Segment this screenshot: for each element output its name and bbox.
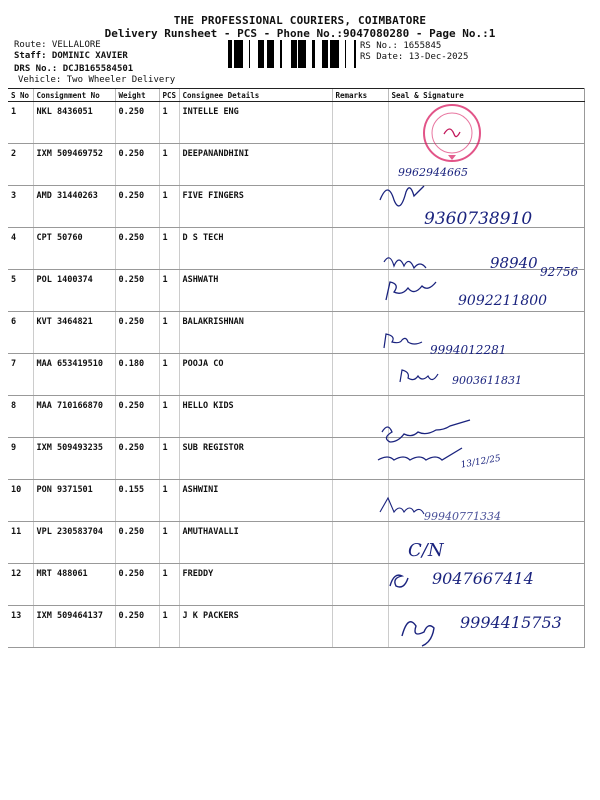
row-sno: 10 bbox=[8, 480, 33, 522]
barcode-bar bbox=[258, 40, 261, 68]
drs-label: DRS No.: DCJB165584501 bbox=[14, 64, 134, 74]
row-consignee: DEEPANANDHINI bbox=[179, 144, 332, 186]
barcode-bar bbox=[261, 40, 262, 68]
barcode-bar bbox=[238, 40, 240, 68]
col-weight: Weight bbox=[115, 89, 159, 102]
row-consignment-no: VPL 230583704 bbox=[33, 522, 115, 564]
barcode-bar bbox=[292, 40, 294, 68]
row-remarks bbox=[332, 186, 388, 228]
barcode-bar bbox=[304, 40, 306, 68]
row-weight: 0.250 bbox=[115, 270, 159, 312]
row-remarks bbox=[332, 396, 388, 438]
document-title: THE PROFESSIONAL COURIERS, COIMBATORE bbox=[173, 14, 427, 27]
table-row bbox=[8, 606, 584, 648]
row-seal-signature bbox=[388, 480, 584, 522]
row-weight: 0.250 bbox=[115, 144, 159, 186]
row-sno: 8 bbox=[8, 396, 33, 438]
row-remarks bbox=[332, 312, 388, 354]
row-consignment-no: MRT 488061 bbox=[33, 564, 115, 606]
row-consignee: FREDDY bbox=[179, 564, 332, 606]
row-pcs: 1 bbox=[159, 102, 179, 144]
col-remarks: Remarks bbox=[332, 89, 388, 102]
row-remarks bbox=[332, 354, 388, 396]
row-sno: 6 bbox=[8, 312, 33, 354]
barcode-bar bbox=[273, 40, 274, 68]
row-sno: 11 bbox=[8, 522, 33, 564]
handwritten-phone-row5a: 98940 bbox=[490, 254, 538, 272]
row-pcs: 1 bbox=[159, 522, 179, 564]
row-remarks bbox=[332, 564, 388, 606]
barcode-bar bbox=[231, 40, 232, 68]
row-sno: 1 bbox=[8, 102, 33, 144]
row-weight: 0.250 bbox=[115, 186, 159, 228]
row-consignment-no: POL 1400374 bbox=[33, 270, 115, 312]
row-sno: 4 bbox=[8, 228, 33, 270]
row-consignee: ASHWATH bbox=[179, 270, 332, 312]
table-row bbox=[8, 102, 584, 144]
row-remarks bbox=[332, 270, 388, 312]
row-sno: 7 bbox=[8, 354, 33, 396]
row-remarks bbox=[332, 522, 388, 564]
row-remarks bbox=[332, 606, 388, 648]
barcode-bar bbox=[267, 40, 268, 68]
row-pcs: 1 bbox=[159, 606, 179, 648]
barcode-bar bbox=[234, 40, 237, 68]
row-seal-signature bbox=[388, 438, 584, 480]
row-sno: 12 bbox=[8, 564, 33, 606]
barcode-bar bbox=[345, 40, 346, 68]
row-weight: 0.250 bbox=[115, 312, 159, 354]
barcode-bar bbox=[327, 40, 328, 68]
barcode-bar bbox=[298, 40, 300, 68]
row-seal-signature bbox=[388, 102, 584, 144]
handwritten-phone-row12: 9047667414 bbox=[432, 569, 534, 588]
row-remarks bbox=[332, 102, 388, 144]
row-consignment-no: MAA 653419510 bbox=[33, 354, 115, 396]
row-seal-signature bbox=[388, 396, 584, 438]
handwritten-phone-row3: 9360738910 bbox=[424, 209, 533, 229]
row-remarks bbox=[332, 438, 388, 480]
handwritten-cn-row12: C/N bbox=[408, 540, 444, 561]
row-seal-signature bbox=[388, 606, 584, 648]
table-row bbox=[8, 522, 584, 564]
route-label: Route: VELLALORE bbox=[14, 40, 101, 50]
row-consignee: D S TECH bbox=[179, 228, 332, 270]
row-consignment-no: IXM 509493235 bbox=[33, 438, 115, 480]
row-weight: 0.250 bbox=[115, 102, 159, 144]
row-sno: 2 bbox=[8, 144, 33, 186]
row-weight: 0.250 bbox=[115, 228, 159, 270]
row-consignment-no: KVT 3464821 bbox=[33, 312, 115, 354]
table-header-row bbox=[8, 89, 584, 102]
row-pcs: 1 bbox=[159, 396, 179, 438]
row-consignment-no: PON 9371501 bbox=[33, 480, 115, 522]
row-consignee: FIVE FINGERS bbox=[179, 186, 332, 228]
row-seal-signature bbox=[388, 186, 584, 228]
row-pcs: 1 bbox=[159, 228, 179, 270]
barcode-bar bbox=[237, 40, 238, 68]
handwritten-phone-row11: 99940771334 bbox=[424, 510, 501, 523]
barcode-bar bbox=[228, 40, 231, 68]
barcode-bar bbox=[330, 40, 333, 68]
barcode-bar bbox=[280, 40, 282, 68]
row-weight: 0.180 bbox=[115, 354, 159, 396]
document-subtitle: Delivery Runsheet - PCS - Phone No.:9047080280 - Page No.:1 bbox=[104, 27, 496, 40]
handwritten-phone-row6: 9092211800 bbox=[458, 293, 548, 309]
barcode-bar bbox=[268, 40, 270, 68]
barcode-bar bbox=[262, 40, 264, 68]
row-weight: 0.250 bbox=[115, 438, 159, 480]
barcode-bar bbox=[354, 40, 356, 68]
barcode-bar bbox=[324, 40, 327, 68]
col-pcs: PCS bbox=[159, 89, 179, 102]
row-consignment-no: IXM 509469752 bbox=[33, 144, 115, 186]
col-consignment: Consignment No bbox=[33, 89, 115, 102]
table-row bbox=[8, 480, 584, 522]
col-seal-signature: Seal & Signature bbox=[388, 89, 584, 102]
row-weight: 0.250 bbox=[115, 396, 159, 438]
row-sno: 13 bbox=[8, 606, 33, 648]
row-seal-signature bbox=[388, 312, 584, 354]
row-pcs: 1 bbox=[159, 564, 179, 606]
row-consignee: AMUTHAVALLI bbox=[179, 522, 332, 564]
row-remarks bbox=[332, 480, 388, 522]
row-seal-signature bbox=[388, 354, 584, 396]
barcode-bar bbox=[300, 40, 303, 68]
row-consignee: SUB REGISTOR bbox=[179, 438, 332, 480]
row-consignee: BALAKRISHNAN bbox=[179, 312, 332, 354]
table-row bbox=[8, 228, 584, 270]
row-pcs: 1 bbox=[159, 354, 179, 396]
barcode-bar bbox=[303, 40, 304, 68]
barcode-icon bbox=[228, 40, 356, 68]
handwritten-phone-row3-top: 9962944665 bbox=[398, 166, 468, 179]
row-seal-signature bbox=[388, 270, 584, 312]
handwritten-phone-row13: 9994415753 bbox=[460, 613, 562, 632]
row-pcs: 1 bbox=[159, 480, 179, 522]
table-row bbox=[8, 186, 584, 228]
row-consignee: ASHWINI bbox=[179, 480, 332, 522]
table-row bbox=[8, 270, 584, 312]
col-consignee: Consignee Details bbox=[179, 89, 332, 102]
row-weight: 0.250 bbox=[115, 564, 159, 606]
table-row bbox=[8, 564, 584, 606]
row-remarks bbox=[332, 144, 388, 186]
row-seal-signature bbox=[388, 228, 584, 270]
barcode-bar bbox=[249, 40, 250, 68]
handwritten-date-row9: 13/12/25 bbox=[459, 453, 502, 471]
barcode-bar bbox=[336, 40, 339, 68]
barcode-bar bbox=[240, 40, 243, 68]
row-consignee: J K PACKERS bbox=[179, 606, 332, 648]
row-sno: 5 bbox=[8, 270, 33, 312]
row-consignment-no: NKL 8436051 bbox=[33, 102, 115, 144]
row-pcs: 1 bbox=[159, 270, 179, 312]
row-consignment-no: AMD 31440263 bbox=[33, 186, 115, 228]
barcode-bar bbox=[322, 40, 324, 68]
barcode-bar bbox=[291, 40, 292, 68]
table-row bbox=[8, 396, 584, 438]
rs-number: RS No.: 1655845 bbox=[360, 41, 442, 51]
row-sno: 9 bbox=[8, 438, 33, 480]
staff-label: Staff: DOMINIC XAVIER bbox=[14, 51, 128, 61]
col-sno: S No bbox=[8, 89, 33, 102]
handwritten-phone-row5b: 92756 bbox=[540, 265, 579, 279]
row-consignee: INTELLE ENG bbox=[179, 102, 332, 144]
row-seal-signature bbox=[388, 564, 584, 606]
row-pcs: 1 bbox=[159, 186, 179, 228]
row-consignment-no: MAA 710166870 bbox=[33, 396, 115, 438]
row-consignment-no: CPT 50760 bbox=[33, 228, 115, 270]
row-consignment-no: IXM 509464137 bbox=[33, 606, 115, 648]
row-pcs: 1 bbox=[159, 312, 179, 354]
table-row bbox=[8, 354, 584, 396]
row-sno: 3 bbox=[8, 186, 33, 228]
row-remarks bbox=[332, 228, 388, 270]
handwritten-phone-row7b: 9003611831 bbox=[452, 374, 522, 387]
row-seal-signature bbox=[388, 522, 584, 564]
row-weight: 0.155 bbox=[115, 480, 159, 522]
table-row bbox=[8, 312, 584, 354]
vehicle-label: Vehicle: Two Wheeler Delivery bbox=[18, 75, 176, 85]
row-seal-signature bbox=[388, 144, 584, 186]
row-pcs: 1 bbox=[159, 144, 179, 186]
row-weight: 0.250 bbox=[115, 606, 159, 648]
handwritten-phone-row7a: 9994012281 bbox=[430, 343, 507, 357]
rs-date: RS Date: 13-Dec-2025 bbox=[360, 52, 469, 62]
table-row bbox=[8, 438, 584, 480]
row-consignee: HELLO KIDS bbox=[179, 396, 332, 438]
barcode-bar bbox=[270, 40, 273, 68]
runsheet-table bbox=[8, 88, 585, 648]
barcode-bar bbox=[312, 40, 315, 68]
row-pcs: 1 bbox=[159, 438, 179, 480]
barcode-bar bbox=[334, 40, 336, 68]
barcode-bar bbox=[333, 40, 334, 68]
row-consignee: POOJA CO bbox=[179, 354, 332, 396]
barcode-bar bbox=[294, 40, 297, 68]
table-row bbox=[8, 144, 584, 186]
row-weight: 0.250 bbox=[115, 522, 159, 564]
